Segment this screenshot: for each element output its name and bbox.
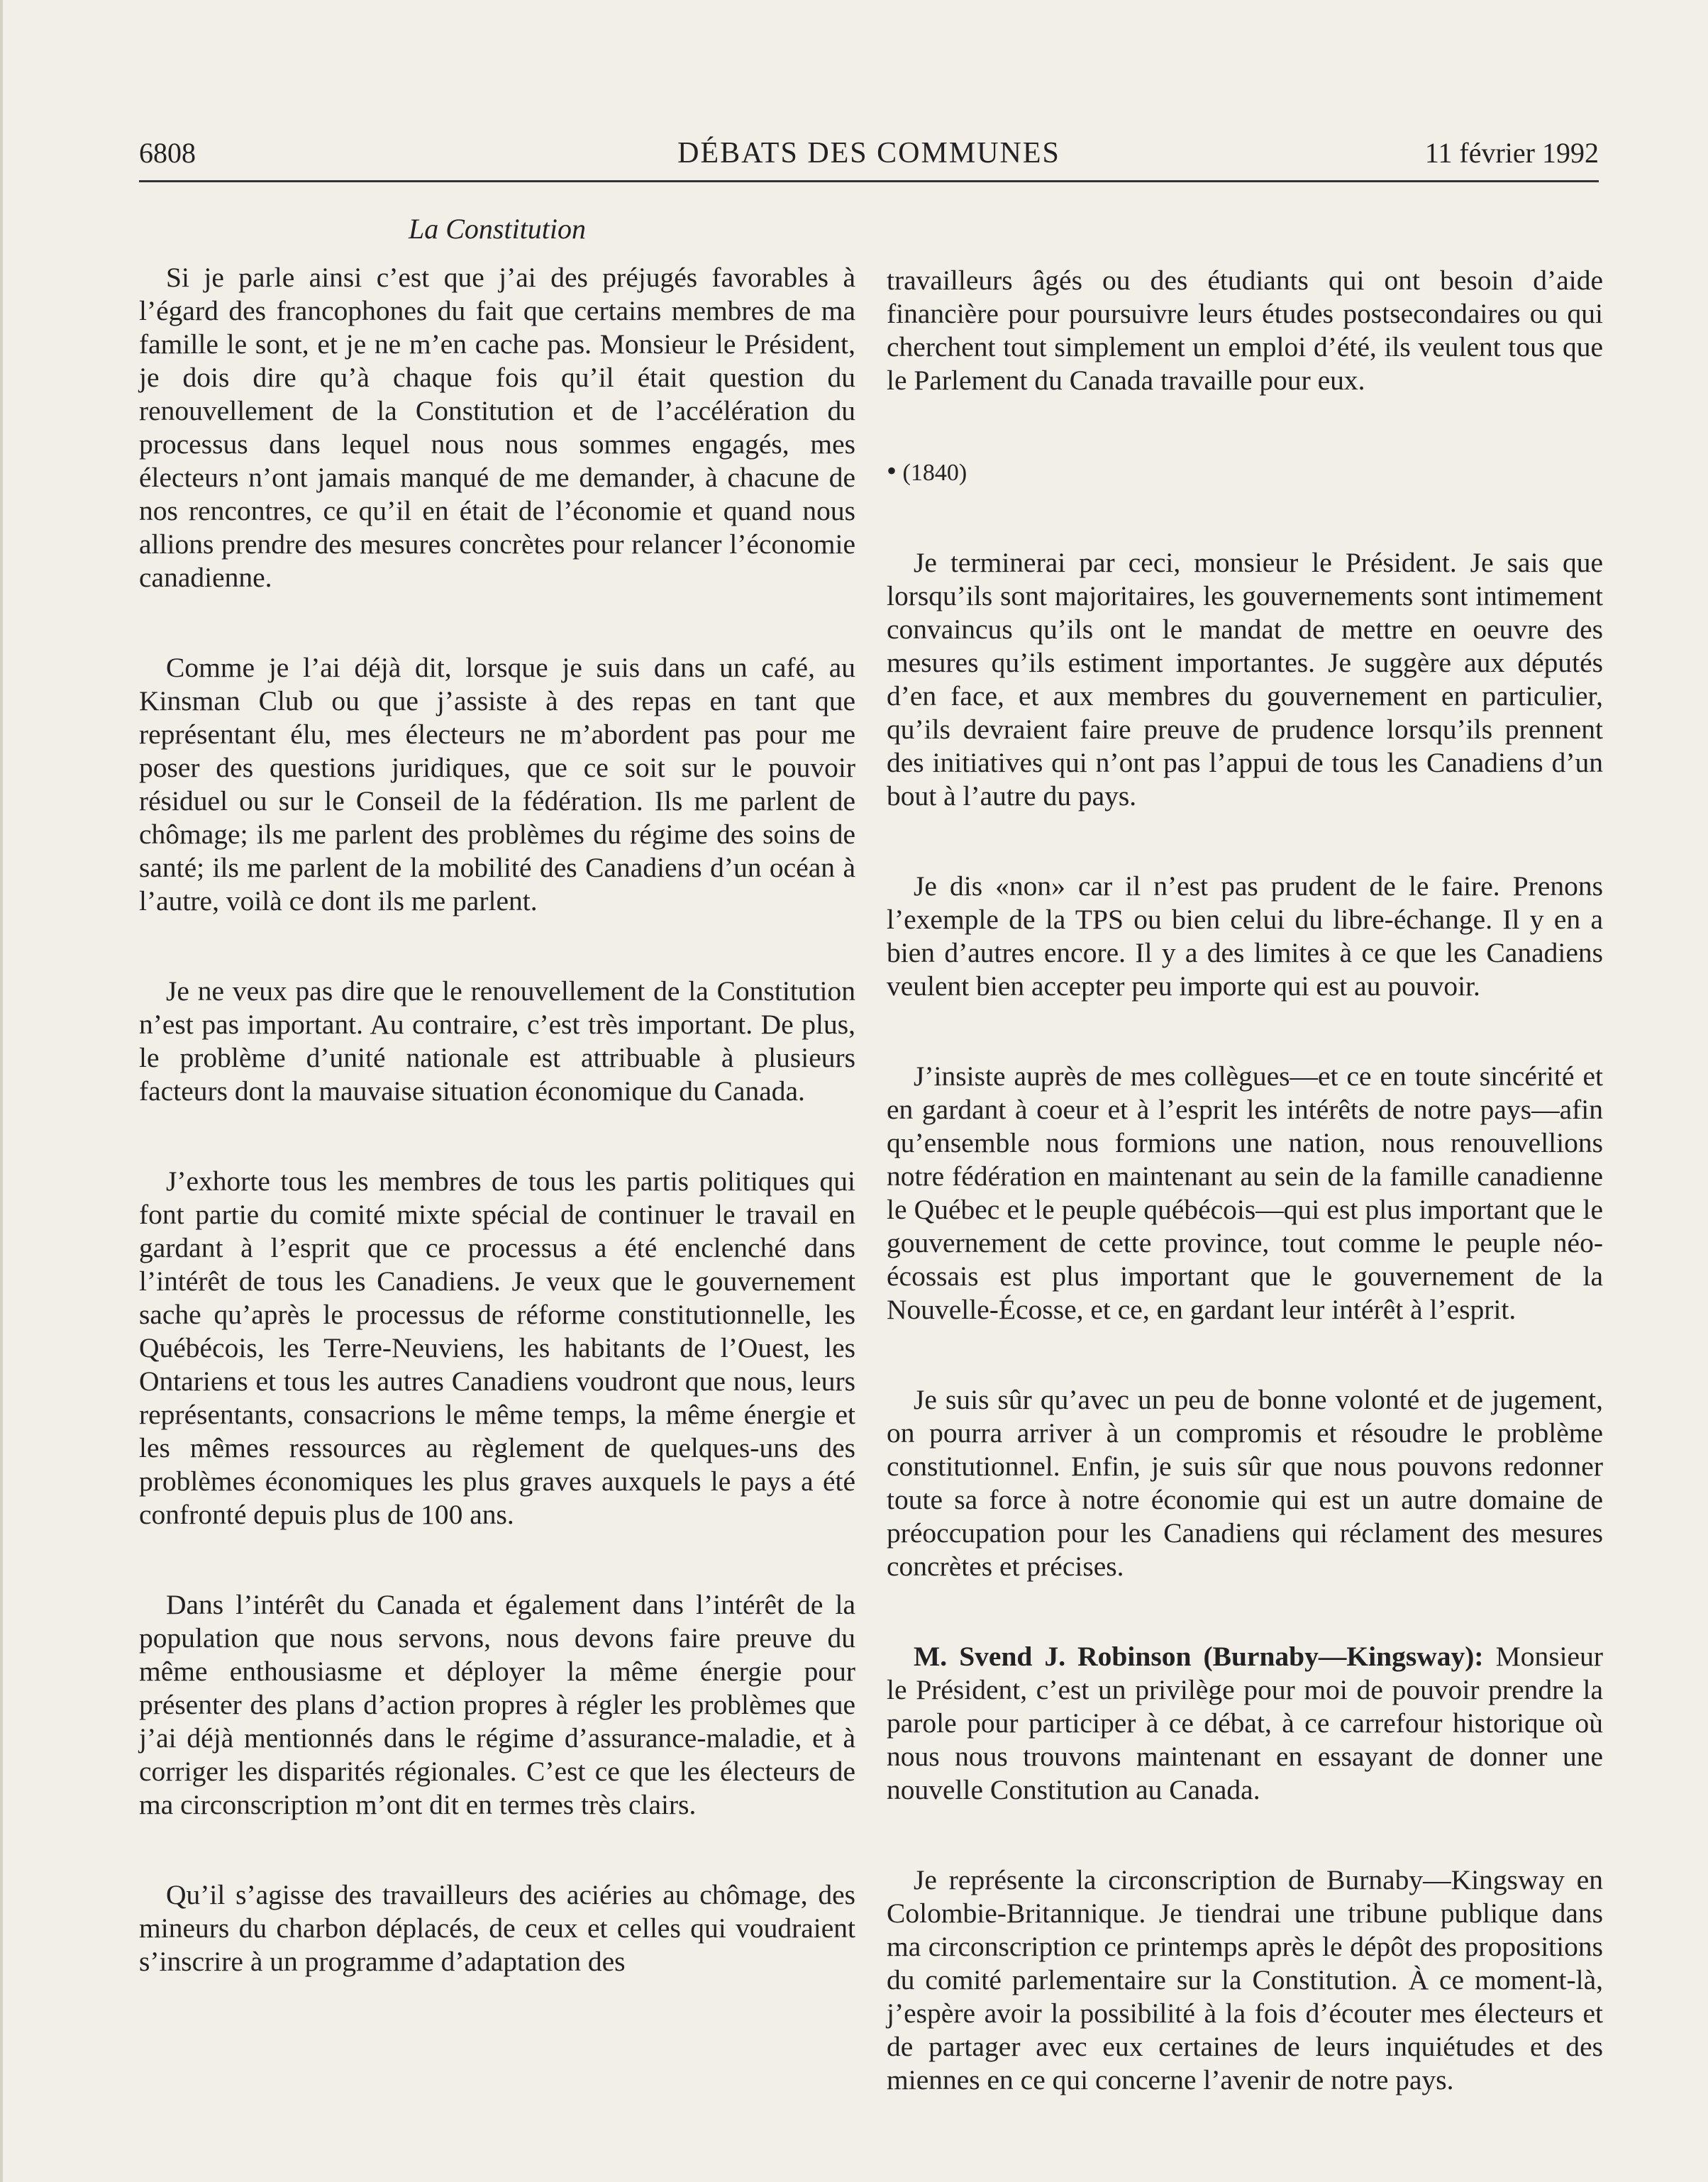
paragraph: Je terminerai par ceci, monsieur le Président. Je sais que lorsqu’ils sont majoritaires, les gouvernements sont intimement convaincus qu’ils ont le mandat de mettre en oeuvre des mesures qu’ils estiment importantes. Je suggère aux députés d’en face, et aux membres du gouvernement en particulier, qu’ils devraient faire preuve de prudence lorsqu’ils prennent des initiatives qui n’ont pas l’appui de tous les Canadiens d’un bout à l’autre du pays.: [887, 547, 1603, 812]
page-header: [139, 132, 1599, 182]
paragraph: Qu’il s’agisse des travailleurs des aciéries au chômage, des mineurs du charbon déplacés, de ceux et celles qui voudraient s’inscrire à un programme d’adaptation des: [139, 1879, 855, 1977]
publication-date: 11 février 1992: [1424, 137, 1599, 169]
paragraph: Dans l’intérêt du Canada et également dans l’intérêt de la population que nous servons, nous devons faire preuve du même enthousiasme et déployer la même énergie pour présenter des plans d’action propres à régler les problèmes que j’ai déjà mentionnés dans le régime d’assurance-maladie, et à corriger les disparités régionales. C’est ce que les électeurs de ma circonscription m’ont dit en termes très clairs.: [139, 1589, 855, 1820]
speaker-paragraph: [887, 1640, 1603, 1807]
timestamp-text: (1840): [902, 460, 967, 486]
paragraph: Je représente la circonscription de Burnaby—Kingsway en Colombie-Britannique. Je tiendrai une tribune publique dans ma circonscription ce printemps après le dépôt des propositions du comité parlementaire sur la Constitution. À ce moment-là, j’espère avoir la possibilité à la fois d’écouter mes électeurs et de partager avec eux certaines de leurs inquiétudes et des miennes en ce qui concerne l’avenir de notre pays.: [887, 1864, 1603, 2095]
section-title: La Constitution: [408, 213, 587, 245]
right-column: [887, 264, 1603, 2097]
page-number: 6808: [139, 137, 196, 169]
speaker-text: Monsieur le Président, c’est un privilège pour moi de pouvoir prendre la parole pour participer à ce débat, à ce carrefour historique où nous nous trouvons maintenant en essayant de donner une nouvelle Constitution au Canada.: [887, 1641, 1603, 1805]
paragraph: Je suis sûr qu’avec un peu de bonne volonté et de jugement, on pourra arriver à un compromis et résoudre le problème constitutionnel. Enfin, je suis sûr que nous pouvons redonner toute sa force à notre économie qui est un autre domaine de préoccupation pour les Canadiens qui réclament des mesures concrètes et précises.: [887, 1384, 1603, 1582]
left-column: [139, 261, 855, 1978]
bullet-icon: •: [887, 455, 897, 487]
paragraph: Je dis «non» car il n’est pas prudent de le faire. Prenons l’exemple de la TPS ou bien celui du libre-échange. Il y en a bien d’autres encore. Il y a des limites à ce que les Canadiens veulent bien accepter peu importe qui est au pouvoir.: [887, 870, 1603, 1002]
paragraph: Comme je l’ai déjà dit, lorsque je suis dans un café, au Kinsman Club ou que j’assiste à des repas en tant que représentant élu, mes électeurs ne m’abordent pas pour me poser des questions juridiques, que ce soit sur le pouvoir résiduel ou sur le Conseil de la fédération. Ils me parlent de chômage; ils me parlent des problèmes du régime des soins de santé; ils me parlent de la mobilité des Canadiens d’un océan à l’autre, voilà ce dont ils me parlent.: [139, 652, 855, 916]
continued-paragraph: travailleurs âgés ou des étudiants qui ont besoin d’aide financière pour poursuivre leurs études postsecondaires ou qui cherchent tout simplement un emploi d’été, ils veulent tous que le Parlement du Canada travaille pour eux.: [887, 265, 1603, 396]
paragraph: Si je parle ainsi c’est que j’ai des préjugés favorables à l’égard des francophones du fait que certains membres de ma famille le sont, et je ne m’en cache pas. Monsieur le Président, je dois dire qu’à chaque fois qu’il était question du renouvellement de la Constitution et de l’accélération du processus dans lequel nous nous sommes engagés, mes électeurs n’ont jamais manqué de me demander, à chacune de nos rencontres, ce qu’il en était de l’économie et quand nous allions prendre des mesures concrètes pour relancer l’économie canadienne.: [139, 262, 855, 593]
paragraph: J’insiste auprès de mes collègues—et ce en toute sincérité et en gardant à coeur et à l’esprit les intérêts de notre pays—afin qu’ensemble nous formions une nation, nous renouvellions notre fédération en maintenant au sein de la famille canadienne le Québec et le peuple québécois—qui est plus important que le gouvernement de cette province, tout comme le peuple néo-écossais est plus important que le gouvernement de la Nouvelle-Écosse, et ce, en gardant leur intérêt à l’esprit.: [887, 1060, 1603, 1325]
paragraph: Je ne veux pas dire que le renouvellement de la Constitution n’est pas important. Au contraire, c’est très important. De plus, le problème d’unité nationale est attribuable à plusieurs facteurs dont la mauvaise situation économique du Canada.: [139, 975, 855, 1107]
timestamp: [887, 454, 1603, 489]
speaker-name: M. Svend J. Robinson (Burnaby—Kingsway):: [914, 1641, 1484, 1672]
publication-title: DÉBATS DES COMMUNES: [677, 137, 1060, 170]
paragraph: J’exhorte tous les membres de tous les partis politiques qui font partie du comité mixte spécial de continuer le travail en gardant à l’esprit que ce processus a été enclenché dans l’intérêt de tous les Canadiens. Je veux que le gouvernement sache qu’après le processus de réforme constitutionnelle, les Québécois, les Terre-Neuviens, les habitants de l’Ouest, les Ontariens et tous les autres Canadiens voudront que nous, leurs représentants, consacrions le même temps, la même énergie et les mêmes ressources au règlement de quelques-uns des problèmes économiques les plus graves auxquels le pays a été confronté depuis plus de 100 ans.: [139, 1165, 855, 1530]
page-edge: [0, 0, 3, 2182]
